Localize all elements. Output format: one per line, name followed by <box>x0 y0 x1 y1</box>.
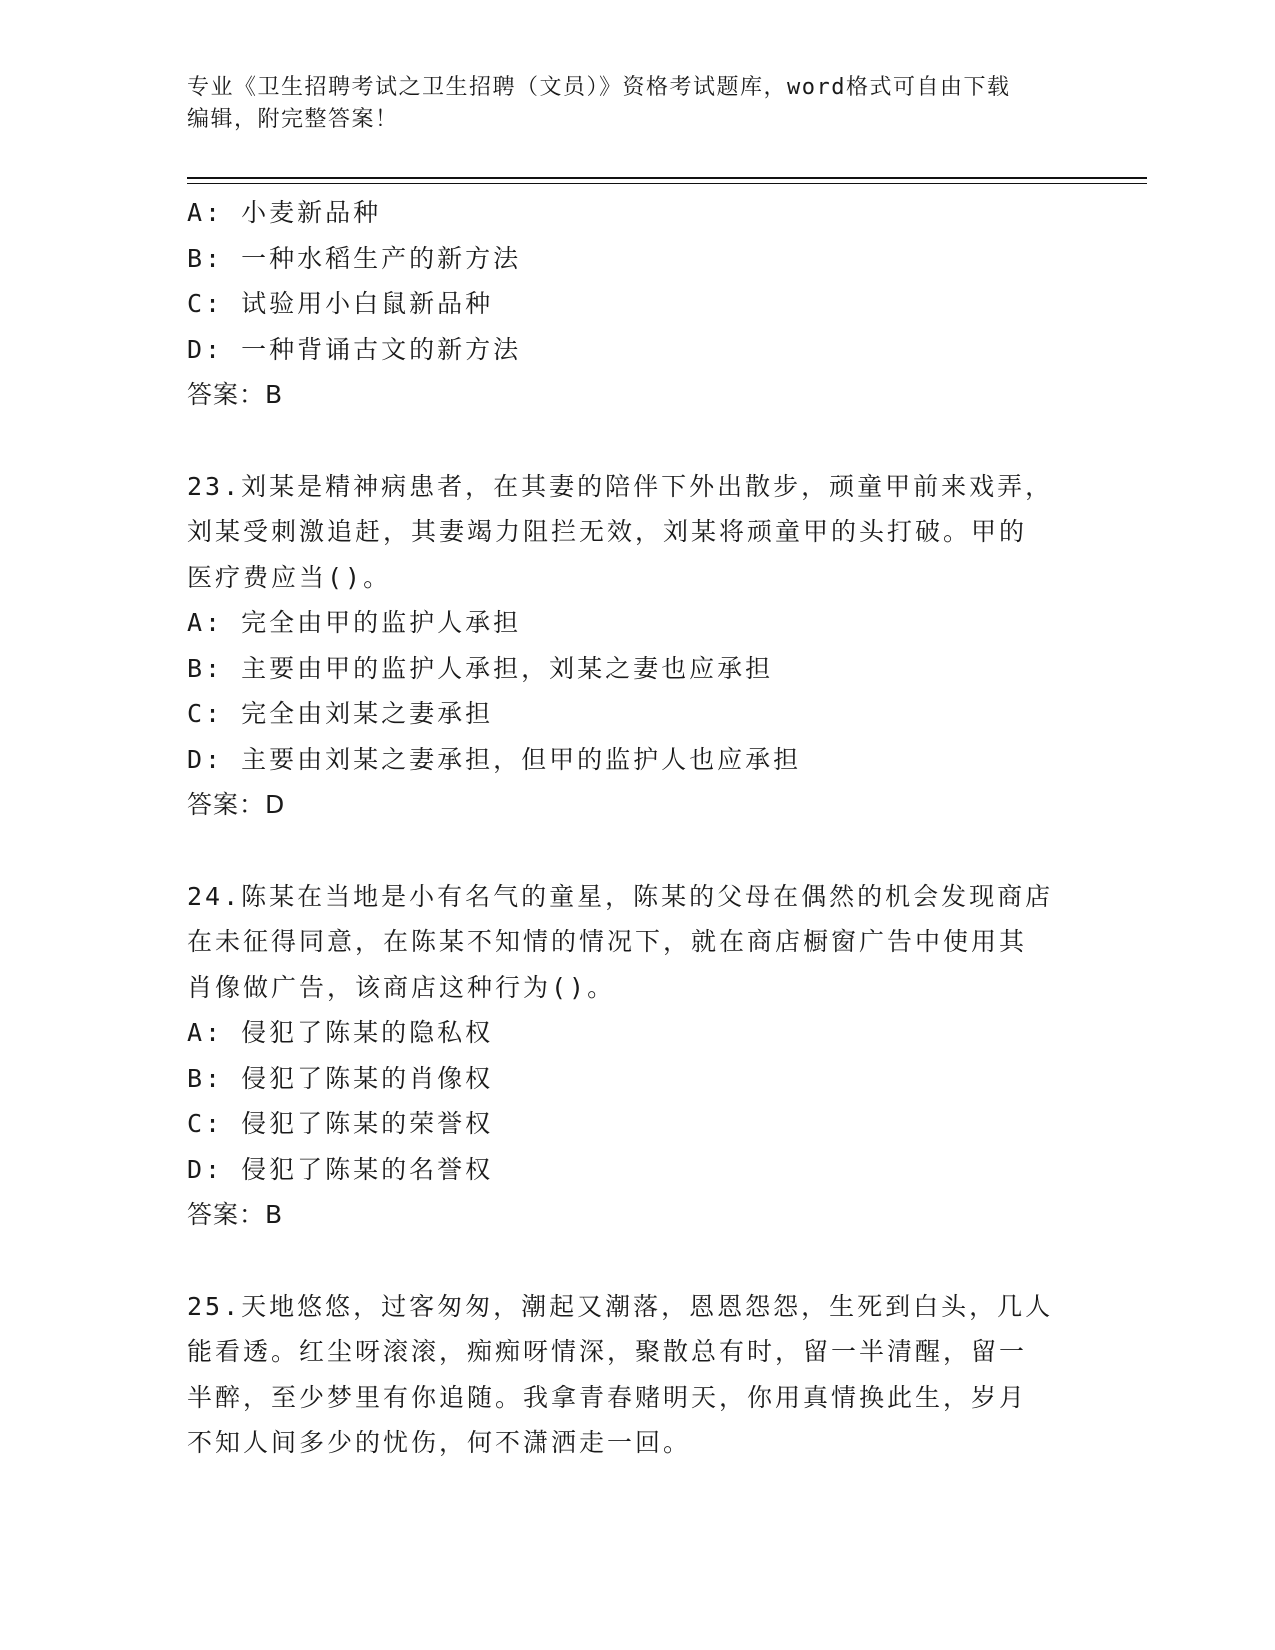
question-25 <box>187 1284 1087 1466</box>
answer: 答案：B <box>187 1200 284 1229</box>
option-a: A: 侵犯了陈某的隐私权 <box>187 1018 494 1047</box>
question-stem-line: 半醉，至少梦里有你追随。我拿青春赌明天，你用真情换此生，岁月 <box>187 1382 1028 1412</box>
header-divider-thin <box>187 183 1147 184</box>
document-body <box>187 190 1087 1466</box>
document-header <box>187 72 1087 136</box>
question-stem-line: 能看透。红尘呀滚滚，痴痴呀情深，聚散总有时，留一半清醒，留一 <box>187 1337 1028 1366</box>
header-divider-thick <box>187 177 1147 179</box>
spacer <box>187 828 1087 874</box>
question-stem-line: 23.刘某是精神病患者，在其妻的陪伴下外出散步，顽童甲前来戏弄， <box>187 471 1054 501</box>
option-b: B: 主要由甲的监护人承担，刘某之妻也应承担 <box>187 653 774 683</box>
header-line-1: 专业《卫生招聘考试之卫生招聘（文员）》资格考试题库，word格式可自由下载 <box>187 75 1011 100</box>
question-stem-line: 肖像做广告，该商店这种行为()。 <box>187 972 616 1002</box>
question-stem-line: 在未征得同意，在陈某不知情的情况下，就在商店橱窗广告中使用其 <box>187 927 1028 956</box>
option-b: B: 一种水稻生产的新方法 <box>187 243 522 273</box>
question-stem-line: 24.陈某在当地是小有名气的童星，陈某的父母在偶然的机会发现商店 <box>187 881 1054 911</box>
question-22-continued <box>187 190 1087 418</box>
header-line-2: 编辑，附完整答案！ <box>187 107 399 132</box>
answer: 答案：B <box>187 380 284 409</box>
option-a: A: 小麦新品种 <box>187 198 382 227</box>
option-a: A: 完全由甲的监护人承担 <box>187 608 522 637</box>
spacer <box>187 418 1087 464</box>
answer: 答案：D <box>187 790 286 819</box>
question-24 <box>187 874 1087 1238</box>
option-c: C: 完全由刘某之妻承担 <box>187 699 494 728</box>
spacer <box>187 1238 1087 1284</box>
option-b: B: 侵犯了陈某的肖像权 <box>187 1063 494 1093</box>
option-d: D: 一种背诵古文的新方法 <box>187 334 522 364</box>
question-stem-line: 25.天地悠悠，过客匆匆，潮起又潮落，恩恩怨怨，生死到白头，几人 <box>187 1291 1054 1321</box>
question-23 <box>187 464 1087 828</box>
option-d: D: 侵犯了陈某的名誉权 <box>187 1154 494 1184</box>
option-c: C: 侵犯了陈某的荣誉权 <box>187 1109 494 1138</box>
option-d: D: 主要由刘某之妻承担，但甲的监护人也应承担 <box>187 744 802 774</box>
option-c: C: 试验用小白鼠新品种 <box>187 289 494 318</box>
question-stem-line: 医疗费应当()。 <box>187 562 392 592</box>
question-stem-line: 不知人间多少的忧伤，何不潇洒走一回。 <box>187 1428 692 1457</box>
question-stem-line: 刘某受刺激追赶，其妻竭力阻拦无效，刘某将顽童甲的头打破。甲的 <box>187 517 1028 546</box>
